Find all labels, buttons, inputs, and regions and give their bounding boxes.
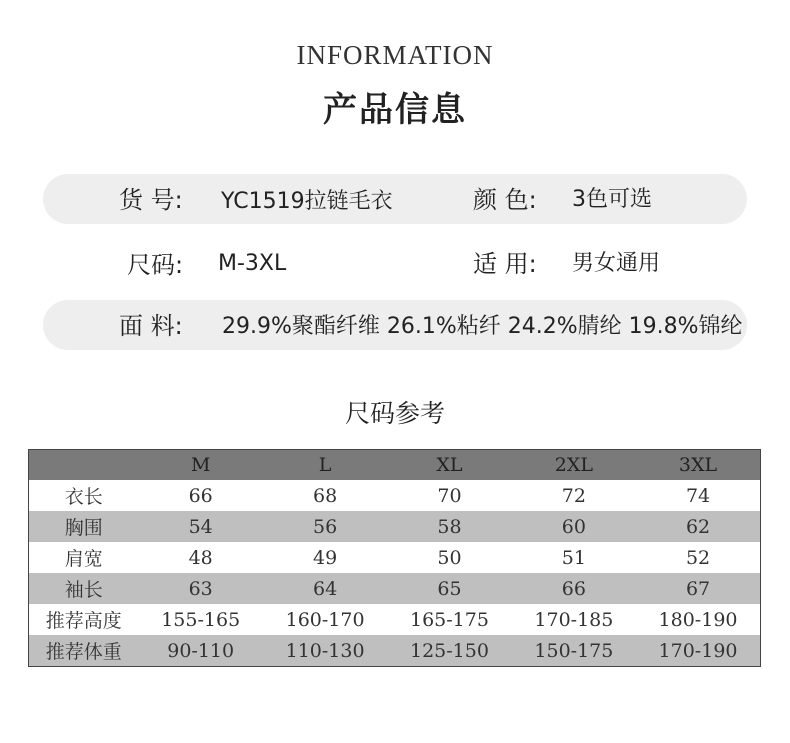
table-cell: 58 [387,511,511,542]
header-cell [29,450,139,481]
table-cell: 68 [263,480,387,511]
table-cell: 170-185 [512,604,636,635]
title-english: INFORMATION [296,40,494,70]
usage-value: 男女通用 [572,251,661,276]
item-no-label: 货 号: [119,186,183,214]
row-label: 衣长 [29,480,139,511]
table-cell: 65 [387,573,511,604]
table-cell: 54 [139,511,263,542]
table-row [29,604,761,635]
table-cell: 165-175 [387,604,511,635]
fabric-label: 面 料: [119,312,183,340]
table-cell: 150-175 [512,635,636,667]
table-row [29,573,761,604]
table-cell: 155-165 [139,604,263,635]
table-row [29,511,761,542]
table-cell: 52 [636,542,760,573]
table-cell: 170-190 [636,635,760,667]
header-cell-2xl: 2XL [512,450,636,481]
table-cell: 60 [512,511,636,542]
table-row [29,542,761,573]
usage-label: 适 用: [473,250,537,278]
table-cell: 63 [139,573,263,604]
row-label: 胸围 [29,511,139,542]
table-cell: 56 [263,511,387,542]
item-no-value: YC1519拉链毛衣 [221,189,393,214]
table-row [29,480,761,511]
table-cell: 180-190 [636,604,760,635]
fabric-value: 29.9%聚酯纤维 26.1%粘纤 24.2%腈纶 19.8%锦纶 [222,314,743,339]
row-label: 袖长 [29,573,139,604]
header-cell-m: M [139,450,263,481]
size-label: 尺码: [127,251,184,279]
size-value: M-3XL [218,251,287,276]
color-label: 颜 色: [473,186,537,214]
table-cell: 74 [636,480,760,511]
table-cell: 64 [263,573,387,604]
size-chart-title: 尺码参考 [344,399,445,428]
table-cell: 70 [387,480,511,511]
table-cell: 125-150 [387,635,511,667]
table-cell: 51 [512,542,636,573]
row-label: 肩宽 [29,542,139,573]
table-cell: 48 [139,542,263,573]
size-chart-table [28,449,761,667]
table-cell: 66 [512,573,636,604]
header-cell-l: L [263,450,387,481]
row-label: 推荐体重 [29,635,139,667]
table-cell: 66 [139,480,263,511]
title-chinese: 产品信息 [323,90,467,130]
table-cell: 72 [512,480,636,511]
table-cell: 50 [387,542,511,573]
table-cell: 160-170 [263,604,387,635]
header-cell-3xl: 3XL [636,450,760,481]
table-cell: 110-130 [263,635,387,667]
header-cell-xl: XL [387,450,511,481]
table-cell: 90-110 [139,635,263,667]
color-value: 3色可选 [572,187,652,212]
table-cell: 67 [636,573,760,604]
table-header-row [29,450,761,481]
table-cell: 62 [636,511,760,542]
table-row [29,635,761,667]
table-cell: 49 [263,542,387,573]
row-label: 推荐高度 [29,604,139,635]
